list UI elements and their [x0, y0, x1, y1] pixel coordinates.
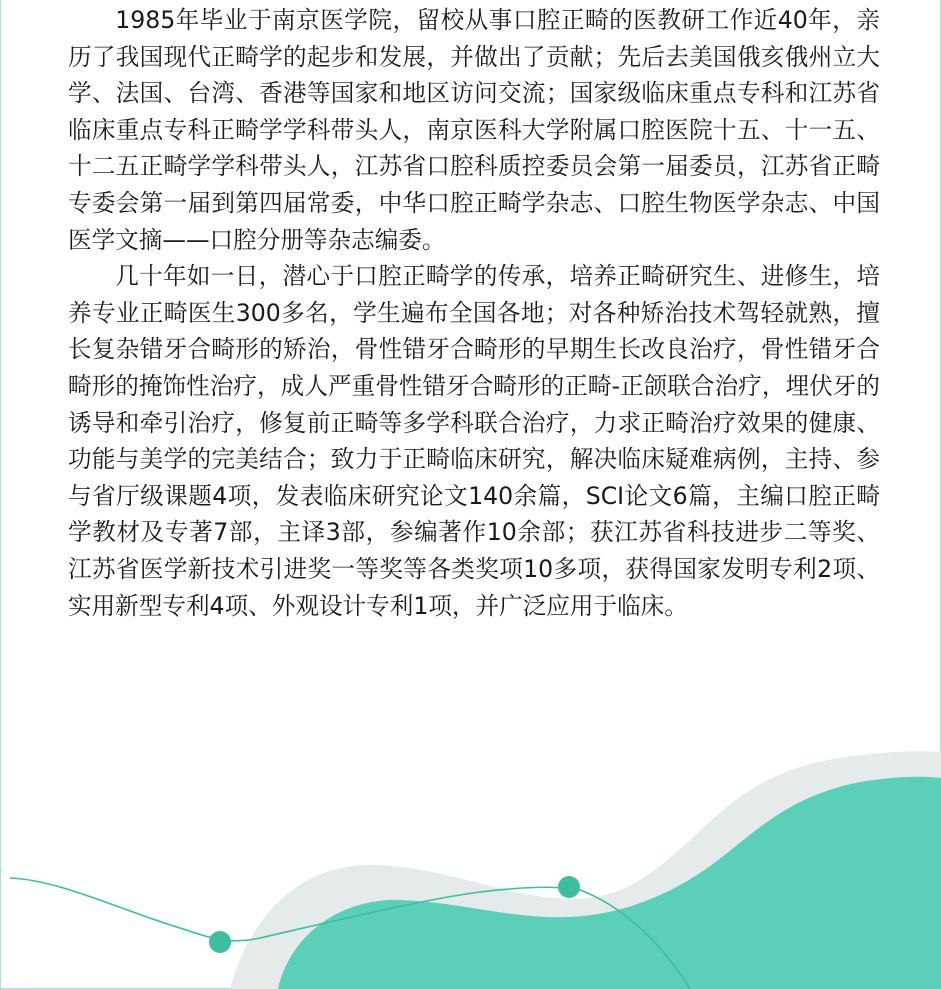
teal-dot-right	[558, 876, 580, 898]
teal-dot-left	[209, 931, 231, 953]
paragraph-achievements: 几十年如一日，潜心于口腔正畸学的传承，培养正畸研究生、进修生，培养专业正畸医生300多名，学生遍布全国各地；对各种矫治技术驾轻就熟，擅长复杂错牙合畸形的矫治，骨性错牙合畸形的早期生长改良治疗，骨性错牙合畸形的掩饰性治疗，成人严重骨性错牙合畸形的正畸-正颌联合治疗，埋伏牙的诱导和牵引治疗，修复前正畸等多学科联合治疗，力求正畸治疗效果的健康、功能与美学的完美结合；致力于正畸临床研究，解决临床疑难病例，主持、参与省厅级课题4项，发表临床研究论文140余篇，SCI论文6篇，主编口腔正畸学教材及专著7部，主译3部，参编著作10余部；获江苏省科技进步二等奖、江苏省医学新技术引进奖一等奖等各类奖项10多项，获得国家发明专利2项、实用新型专利4项、外观设计专利1项，并广泛应用于临床。	[68, 262, 880, 620]
wave-decoration	[0, 740, 941, 989]
article-body	[68, 2, 880, 624]
paragraph-career: 1985年毕业于南京医学院，留校从事口腔正畸的医教研工作近40年，亲历了我国现代正畸学的起步和发展，并做出了贡献；先后去美国俄亥俄州立大学、法国、台湾、香港等国家和地区访问交流；国家级临床重点专科和江苏省临床重点专科正畸学学科带头人，南京医科大学附属口腔医院十五、十一五、十二五正畸学学科带头人，江苏省口腔科质控委员会第一届委员，江苏省正畸专委会第一届到第四届常委，中华口腔正畸学杂志、口腔生物医学杂志、中国医学文摘——口腔分册等杂志编委。	[68, 6, 880, 254]
